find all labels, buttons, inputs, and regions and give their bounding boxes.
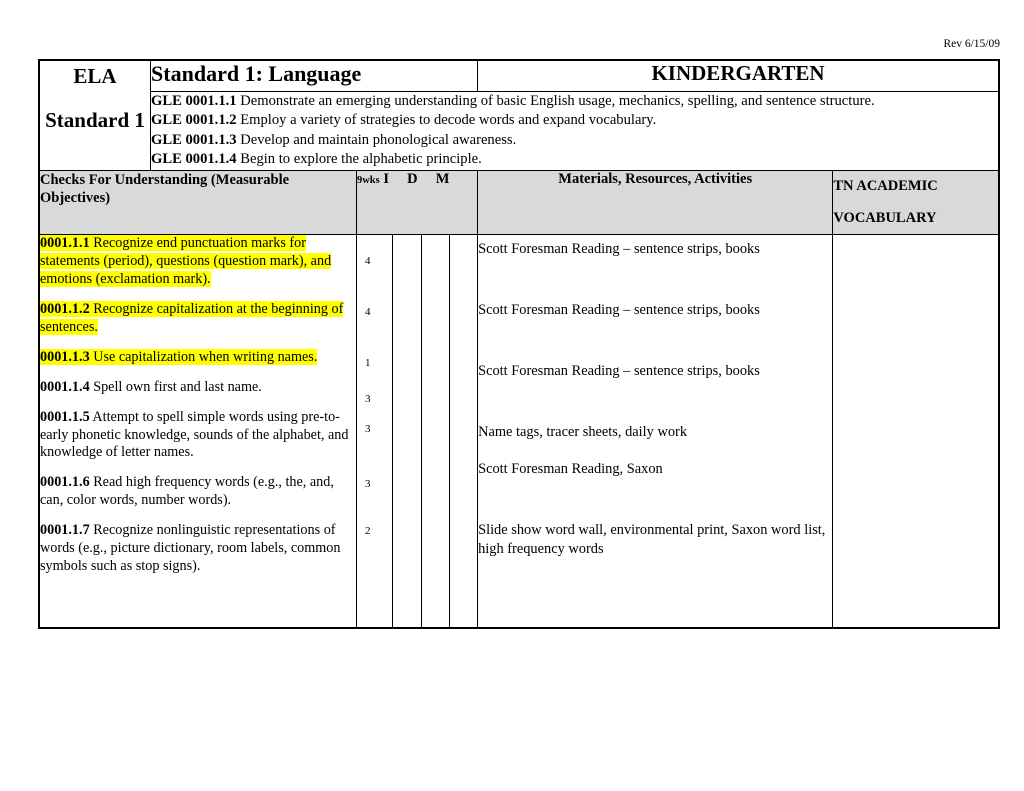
subject-cell	[40, 61, 151, 171]
objective-text: Read high frequency words (e.g., the, and, can, color words, number words).	[40, 474, 334, 509]
objective-item	[40, 349, 356, 367]
gle-text: Demonstrate an emerging understanding of basic English usage, mechanics, spelling, and sentence structure.	[240, 93, 875, 109]
weeks-value: 3	[364, 423, 371, 436]
materials-cell	[478, 235, 833, 628]
column-header-i: I	[383, 170, 389, 187]
objective-code: 0001.1.5	[40, 408, 90, 425]
gle-code: GLE 0001.1.3	[151, 131, 237, 148]
column-header-row	[40, 170, 999, 235]
objective-item	[40, 235, 356, 289]
materials-item: Scott Foresman Reading – sentence strips, books	[478, 362, 760, 379]
gle-item	[151, 92, 998, 111]
objective-item	[40, 522, 356, 576]
header-row-title	[40, 61, 999, 92]
objective-text: Spell own first and last name.	[89, 378, 262, 395]
materials-item: Slide show word wall, environmental print, Saxon word list, high frequency words	[478, 522, 826, 557]
vocabulary-header-line2: VOCABULARY	[833, 209, 937, 226]
column-i-cell	[393, 235, 421, 628]
weeks-cell	[356, 235, 392, 628]
vocabulary-cell	[833, 235, 999, 628]
weeks-value: 1	[364, 357, 371, 370]
materials-item: Scott Foresman Reading, Saxon	[478, 461, 663, 478]
column-header-checks: Checks For Understanding (Measurable Objectives)	[40, 170, 357, 235]
column-m-cell	[449, 235, 477, 628]
gle-cell	[151, 92, 999, 171]
revision-label: Rev 6/15/09	[943, 38, 1000, 50]
subject-label: ELA	[73, 64, 117, 88]
objective-item	[40, 379, 356, 397]
objective-text: Use capitalization when writing names.	[89, 348, 318, 365]
vocabulary-header-line1: TN ACADEMIC	[833, 177, 938, 194]
weeks-value: 3	[364, 393, 371, 406]
objective-text: Attempt to spell simple words using pre-to-early phonetic knowledge, sounds of the alphabet, and knowledge of letter names.	[40, 408, 349, 461]
header-row-gle	[40, 92, 999, 171]
gle-item	[151, 131, 998, 150]
standard-title-cell: Standard 1: Language	[151, 61, 478, 92]
weeks-value: 4	[364, 306, 371, 319]
objective-item	[40, 474, 356, 510]
column-header-materials: Materials, Resources, Activities	[478, 170, 833, 235]
standard-label: Standard 1	[45, 108, 145, 133]
objective-text: Recognize nonlinguistic representations of words (e.g., picture dictionary, room labels, common symbols such as stop signs).	[40, 522, 341, 574]
column-header-weeks: 9wks	[356, 174, 380, 186]
gle-code: GLE 0001.1.4	[151, 151, 237, 168]
objective-code: 0001.1.2	[40, 301, 90, 318]
gle-text: Employ a variety of strategies to decode words and expand vocabulary.	[240, 112, 657, 129]
curriculum-table-wrapper	[38, 59, 1000, 629]
objective-code: 0001.1.1	[40, 235, 90, 252]
materials-item: Scott Foresman Reading – sentence strips, books	[478, 302, 760, 319]
objective-code: 0001.1.4	[40, 378, 90, 395]
column-header-vocabulary	[833, 170, 999, 235]
weeks-value: 4	[364, 255, 371, 268]
objective-code: 0001.1.7	[40, 522, 90, 539]
column-d-cell	[421, 235, 449, 628]
column-header-m: M	[435, 170, 450, 187]
content-row	[40, 235, 999, 628]
curriculum-table	[39, 60, 999, 628]
gle-text: Develop and maintain phonological awareness.	[240, 131, 517, 148]
grade-cell: KINDERGARTEN	[478, 61, 999, 92]
materials-item: Name tags, tracer sheets, daily work	[478, 423, 688, 440]
objective-code: 0001.1.6	[40, 474, 90, 491]
objectives-cell	[40, 235, 357, 628]
objective-item	[40, 301, 356, 337]
gle-text: Begin to explore the alphabetic principle.	[240, 151, 482, 168]
objective-text: Recognize capitalization at the beginning of sentences.	[40, 301, 344, 335]
column-header-idm	[356, 170, 477, 235]
gle-code: GLE 0001.1.2	[151, 112, 237, 129]
gle-item	[151, 150, 998, 169]
objective-text: Recognize end punctuation marks for statements (period), questions (question mark), and emotions (exclamation mark).	[40, 235, 332, 288]
weeks-value: 2	[364, 525, 371, 538]
weeks-value: 3	[364, 478, 371, 491]
materials-item: Scott Foresman Reading – sentence strips, books	[478, 241, 760, 258]
objective-item	[40, 409, 356, 463]
objective-code: 0001.1.3	[40, 348, 90, 365]
gle-item	[151, 111, 998, 130]
gle-code: GLE 0001.1.1	[151, 93, 237, 109]
column-header-d: D	[407, 170, 418, 187]
